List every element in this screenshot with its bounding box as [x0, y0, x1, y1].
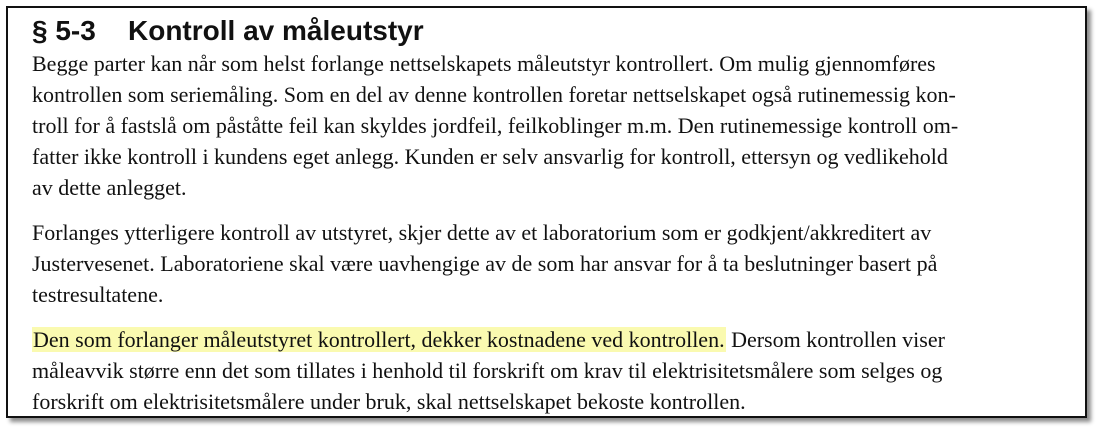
section-heading [32, 14, 1085, 48]
paragraph-spacer [32, 203, 1085, 217]
text-fragment: Dersom kontrollen viser [725, 327, 945, 352]
text-line: Forlanges ytterligere kontroll av utstyret, skjer dette av et laboratorium som er godkjent/akkreditert av [32, 220, 932, 245]
paragraph-3 [32, 324, 1085, 417]
section-title: Kontroll av måleutstyr [128, 15, 424, 46]
text-line: måleavvik større enn det som tillates i henhold til forskrift om krav til elektrisitetsmålere som selges og [32, 358, 943, 383]
text-line: fatter ikke kontroll i kundens eget anlegg. Kunden er selv ansvarlig for kontroll, ettersyn og vedlikehold [32, 144, 948, 169]
text-line [32, 324, 1063, 355]
paragraph-1 [32, 48, 1085, 203]
paragraph-2 [32, 217, 1085, 310]
text-line: kontrollen som seriemåling. Som en del av denne kontrollen foretar nettselskapet også rutinemessig kon- [32, 82, 956, 107]
paragraph-spacer [32, 310, 1085, 324]
section-number: § 5-3 [32, 15, 96, 46]
text-line: troll for å fastslå om påståtte feil kan skyldes jordfeil, feilkoblinger m.m. Den rutinemessige kontroll om- [32, 113, 959, 138]
document-excerpt [6, 6, 1087, 418]
text-line: forskrift om elektrisitetsmålere under bruk, skal nettselskapet bekoste kontrollen. [32, 389, 746, 414]
text-line: av dette anlegget. [32, 175, 187, 200]
highlighted-sentence: Den som forlanger måleutstyret kontrollert, dekker kostnadene ved kontrollen. [33, 327, 725, 352]
text-line: Begge parter kan når som helst forlange nettselskapets måleutstyr kontrollert. Om mulig gjennomføres [32, 51, 936, 76]
text-line: Justervesenet. Laboratoriene skal være uavhengige av de som har ansvar for å ta beslutninger basert på [32, 251, 938, 276]
text-line: testresultatene. [32, 282, 164, 307]
